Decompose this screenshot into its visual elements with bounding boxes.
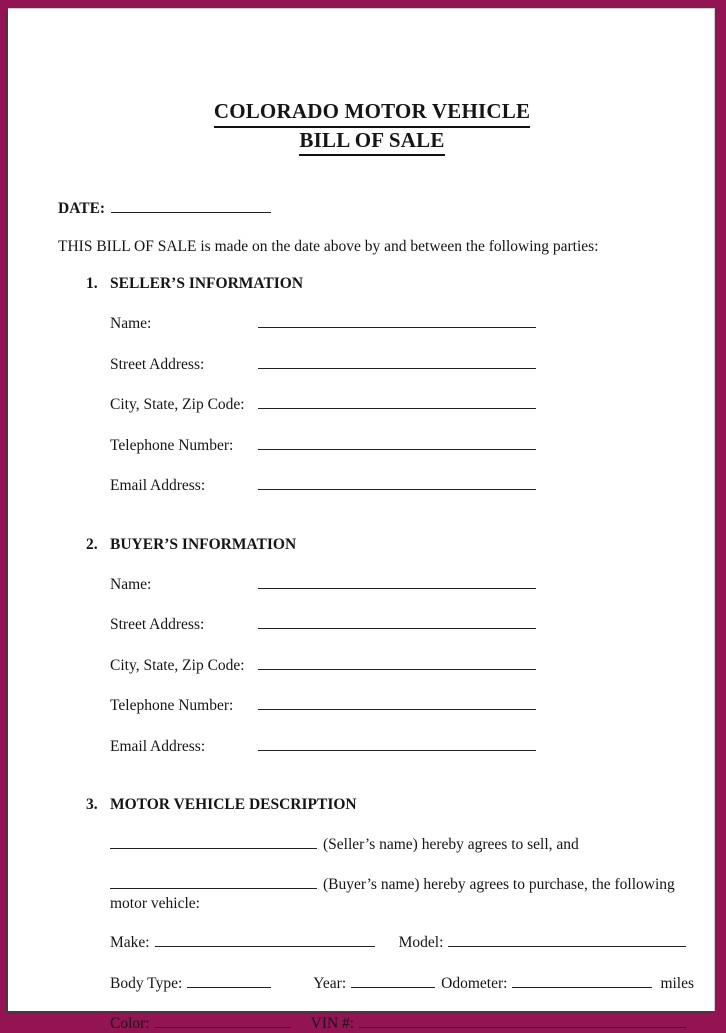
buyer-name-input-line[interactable] [258,574,536,589]
buyer-street-input-line[interactable] [258,614,536,629]
make-model-row [110,932,686,952]
seller-name-label: Name: [110,315,152,333]
seller-phone-label: Telephone Number: [110,436,234,454]
buyer-street-label: Street Address: [110,616,205,634]
seller-street-label: Street Address: [110,355,205,373]
body-type-label: Body Type: [110,974,183,992]
vehicle-section-title: MOTOR VEHICLE DESCRIPTION [110,796,357,814]
buyer-email-label: Email Address: [110,737,206,755]
date-row [58,198,686,218]
year-label: Year: [313,974,347,992]
buyer-phone-input-line[interactable] [258,695,536,710]
intro-text: THIS BILL OF SALE is made on the date above by and between the following parties: [58,238,599,256]
seller-city-label: City, State, Zip Code: [110,396,245,414]
vin-label: VIN #: [310,1015,355,1033]
make-label: Make: [110,934,150,952]
buyer-email-row [110,736,536,756]
seller-name-fill-line[interactable] [110,834,317,849]
seller-city-row [110,394,536,414]
vin-input-line[interactable] [359,1013,686,1028]
buyer-street-row [110,614,536,634]
bill-of-sale-page [8,8,715,1033]
buyer-phone-label: Telephone Number: [110,697,234,715]
vehicle-section-header [86,796,686,814]
buyer-name-row [110,574,536,594]
seller-fields [110,313,686,495]
seller-street-row [110,354,536,374]
buyer-phone-row [110,695,536,715]
seller-agrees-statement [110,834,690,854]
color-input-line[interactable] [155,1013,291,1028]
miles-label: miles [660,974,695,992]
body-year-odometer-row [110,973,695,993]
seller-city-input-line[interactable] [258,394,536,409]
seller-name-row [110,313,536,333]
buyer-section-number: 2. [86,535,98,553]
date-input-line[interactable] [111,198,271,213]
vehicle-section-number: 3. [86,796,98,814]
buyer-city-row [110,655,536,675]
seller-agrees-text: (Seller’s name) hereby agrees to sell, and [323,836,579,854]
body-type-input-line[interactable] [187,973,271,988]
buyer-name-fill-line[interactable] [110,874,317,889]
seller-section-title: SELLER’S INFORMATION [110,275,304,293]
buyer-email-input-line[interactable] [258,736,536,751]
year-input-line[interactable] [351,973,435,988]
buyer-agrees-statement [110,874,690,914]
seller-phone-row [110,435,536,455]
color-label: Color: [110,1015,150,1033]
seller-section-header [86,275,686,293]
model-input-line[interactable] [448,932,686,947]
seller-phone-input-line[interactable] [258,435,536,450]
seller-street-input-line[interactable] [258,354,536,369]
document-title-line-1: COLORADO MOTOR VEHICLE [214,99,530,128]
seller-email-input-line[interactable] [258,475,536,490]
seller-section-number: 1. [86,275,98,293]
buyer-agrees-text: (Buyer’s name) hereby agrees to purchase, the following motor vehicle: [110,875,675,912]
model-label: Model: [398,934,444,952]
buyer-city-label: City, State, Zip Code: [110,656,245,674]
seller-email-row [110,475,536,495]
make-input-line[interactable] [155,932,375,947]
document-title [58,99,686,156]
seller-name-input-line[interactable] [258,313,536,328]
color-vin-row [110,1013,686,1033]
buyer-section-title: BUYER’S INFORMATION [110,535,297,553]
odometer-label: Odometer: [441,974,508,992]
buyer-city-input-line[interactable] [258,655,536,670]
document-title-line-2: BILL OF SALE [299,128,444,157]
buyer-section-header [86,536,686,554]
buyer-fields [110,574,686,756]
odometer-input-line[interactable] [512,973,652,988]
buyer-name-label: Name: [110,575,152,593]
date-label: DATE: [58,200,106,218]
seller-email-label: Email Address: [110,477,206,495]
